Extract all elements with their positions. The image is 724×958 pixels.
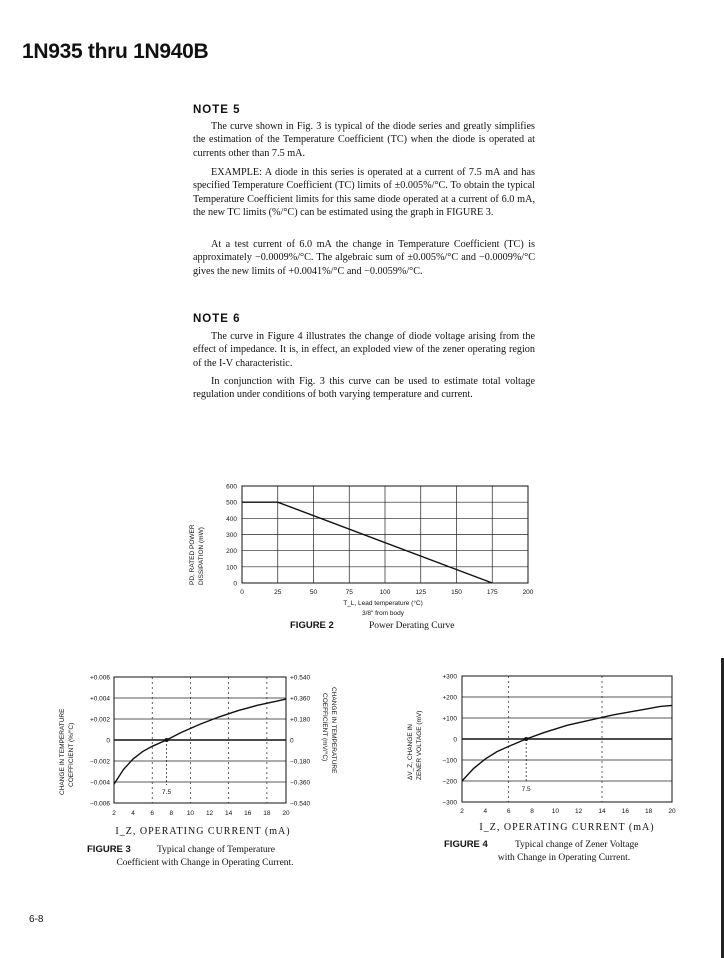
figure-3-y-left-tick: +0.006 [89,674,110,682]
figure-3-x-tick: 16 [244,810,252,817]
figure-2-x-tick: 75 [345,589,353,596]
figure-3-ylabel-left-1: CHANGE IN TEMPERATURE [59,708,66,795]
figure-4-y-tick: −100 [442,757,457,765]
figure-2-x-tick: 50 [309,589,318,596]
figure-3-x-tick: 2 [112,810,116,817]
figure-2-label: FIGURE 2 [290,620,334,631]
figure-3-x-tick: 8 [169,810,174,817]
figure-2-x-tick: 100 [379,589,391,596]
figure-2-derating-line [242,502,492,583]
figure-4-label: FIGURE 4 [444,839,488,850]
figure-2-x-tick: 125 [415,589,427,596]
figure-4-x-tick: 2 [460,808,464,815]
figure-3-y-right-tick: −0.180 [290,758,311,766]
figure-4-x-tick: 6 [506,808,511,815]
figure-4-ylabel-2: ZENER VOLTAGE (mV) [416,710,423,780]
figure-4-x-tick: 12 [575,808,583,815]
page-number: 6-8 [29,914,44,925]
figure-4-x-tick: 4 [483,808,488,815]
figure-3-y-left-tick: −0.006 [89,800,110,808]
figure-2-x-tick: 25 [274,589,282,596]
figure-3-label: FIGURE 3 [87,844,131,855]
figure-3-y-right-tick: −0.360 [290,779,311,787]
figure-3 [59,675,337,869]
figure-3-y-left-tick: +0.004 [89,695,110,703]
note-5-paragraph-3: At a test current of 6.0 mA the change in Temperature Coefficient (TC) is approximately −0.0009%/°C. The algebraic sum of ±0.005%/°C and −0.0009%/°C gives the new limits of +0.0041%/°C and −0.0059%/°C. [193,239,535,277]
figure-3-ylabel-right-1: CHANGE IN TEMPERATURE [330,687,337,774]
figure-3-y-right-tick: +0.540 [290,674,311,682]
figure-2-xlabel: T_L, Lead temperature (°C) [343,600,423,607]
figure-3-y-right-tick: +0.180 [290,716,311,724]
figure-2-y-tick: 200 [226,548,237,556]
figure-2-ylabel-1: PD, RATED POWER [189,524,196,585]
note-6-heading: NOTE 6 [193,313,241,325]
figure-4-y-tick: 0 [453,736,457,744]
figure-3-y-left-tick: −0.004 [89,779,110,787]
note-5-paragraph-2: EXAMPLE: A diode in this series is operated at a current of 7.5 mA and has specified Temperature Coefficient (TC) limits of ±0.005%/°C. To obtain the typical Temperature Coefficient limits for this same diode operated at a current of 6.0 mA, the new TC limits (%/°C) can be estimated using the graph in FIGURE 3. [193,167,535,219]
figure-2-ylabel-2: DISSIPATION (mW) [198,527,205,585]
figure-3-y-left-tick: −0.002 [89,758,110,766]
figure-4-x-tick: 18 [645,808,653,815]
figure-3-y-left-tick: +0.002 [89,716,110,724]
figure-4-x-tick: 16 [621,808,629,815]
figure-3-caption-1: Typical change of Temperature [157,845,275,855]
figure-2-x-tick: 0 [240,589,244,596]
figure-2-y-tick: 0 [233,580,237,588]
note-5-heading: NOTE 5 [193,104,241,116]
figure-3-marker-label: 7.5 [162,789,172,796]
figure-3-ylabel-right-2: COEFFICIENT (mV/°C) [321,693,328,762]
figure-2-caption: Power Derating Curve [369,621,455,631]
figure-4-x-tick: 10 [551,808,559,815]
figure-2-y-tick: 400 [226,515,237,523]
figure-2-y-tick: 100 [226,564,237,572]
note-6-paragraph-2: In conjunction with Fig. 3 this curve can be used to estimate total voltage regulation under conditions of both varying temperature and current. [193,376,535,401]
figure-3-xlabel: I_Z, OPERATING CURRENT (mA) [115,826,291,837]
figure-3-ylabel-left-2: COEFFICIENT (%/°C) [68,722,75,787]
figure-4-vz-curve [462,705,672,781]
figure-3-y-right-tick: +0.360 [290,695,311,703]
figure-4-y-tick: −300 [442,799,457,807]
figure-2-x-tick: 175 [486,589,498,596]
figure-3-y-left-tick: 0 [106,737,110,745]
figure-3-y-right-tick: 0 [290,737,294,745]
figure-3-x-tick: 6 [150,810,155,817]
figure-2-xlabel-sub: 3/8" from body [361,610,405,617]
figure-3-tc-curve [114,699,286,784]
figure-4-y-tick: +300 [442,673,457,681]
figure-2-x-tick: 150 [451,589,462,596]
figure-4-y-tick: +200 [442,694,457,702]
figure-4-x-tick: 14 [598,808,606,815]
figure-3-x-tick: 12 [205,810,214,817]
figure-3-x-tick: 18 [263,810,271,817]
figure-2 [189,484,534,632]
figure-3-x-tick: 14 [225,810,233,817]
figure-2-x-tick: 200 [522,589,534,596]
figure-3-x-tick: 10 [186,810,195,817]
figure-3-x-tick: 4 [131,810,135,817]
figure-4-ylabel-1: ΔV_Z, CHANGE IN [407,724,414,780]
figure-3-x-tick: 20 [282,810,290,817]
figure-4-caption-1: Typical change of Zener Voltage [515,840,639,850]
figure-4-xlabel: I_Z, OPERATING CURRENT (mA) [479,822,655,833]
figure-2-y-tick: 600 [226,483,237,491]
figure-2-y-tick: 500 [226,499,237,507]
figure-4 [407,674,676,864]
figure-4-y-tick: +100 [442,715,457,723]
note-6-paragraph-1: The curve in Figure 4 illustrates the change of diode voltage arising from the effect of impedance. It is, in effect, an exploded view of the zener operating region of the I-V characteristic. [193,331,535,369]
figure-4-marker-label: 7.5 [521,786,531,793]
note-5-paragraph-1: The curve shown in Fig. 3 is typical of the diode series and greatly simplifies the estimation of the Temperature Coefficient (TC) when the diode is operated at currents other than 7.5 mA. [193,121,535,159]
figure-2-y-tick: 300 [226,532,237,539]
figure-4-x-tick: 20 [668,808,676,815]
figure-4-y-tick: −200 [442,778,457,786]
document-title: 1N935 thru 1N940B [22,40,209,63]
figure-3-caption-2: Coefficient with Change in Operating Current. [116,858,294,868]
figure-4-x-tick: 8 [530,808,534,815]
figure-3-y-right-tick: −0.540 [290,800,311,808]
figure-4-caption-2: with Change in Operating Current. [497,853,631,863]
